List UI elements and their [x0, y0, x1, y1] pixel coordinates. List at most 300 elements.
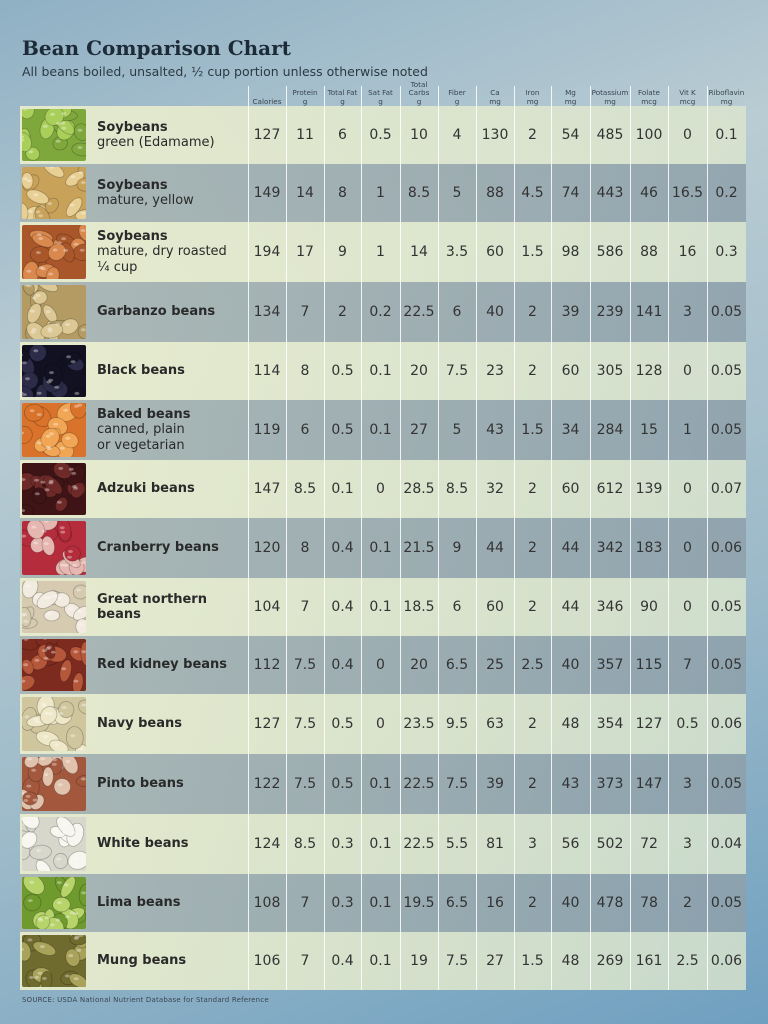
value-cell: 7 — [300, 953, 310, 969]
value-cell: 1.5 — [521, 953, 544, 969]
value-cell: 0.4 — [331, 953, 354, 969]
bean-name-main: Great northern beans — [97, 591, 207, 622]
value-cell: 27 — [410, 422, 428, 438]
value-cell: 0.5 — [331, 363, 354, 379]
value-cell: 502 — [596, 836, 624, 852]
bean-name-detail: mature, dry roasted — [97, 244, 227, 260]
source-note: SOURCE: USDA National Nutrient Database for Standard Reference — [22, 996, 269, 1004]
value-cell: 2 — [528, 304, 537, 320]
value-cell: 269 — [596, 953, 624, 969]
value-cell: 0.05 — [710, 304, 743, 320]
value-cell: 2 — [528, 540, 537, 556]
column-header-label: Calories — [252, 96, 282, 106]
value-cell: 0 — [376, 481, 385, 497]
bean-name — [97, 578, 249, 636]
value-cell: 48 — [561, 716, 580, 732]
value-cell: 3 — [683, 776, 692, 792]
value-cell: 0.5 — [331, 716, 354, 732]
value-cell: 39 — [561, 304, 580, 320]
baked-bean-photo — [22, 403, 86, 457]
value-cell: 0.1 — [369, 540, 392, 556]
bean-row — [20, 518, 746, 578]
column-header — [361, 80, 400, 106]
value-cell: 63 — [486, 716, 504, 732]
value-cell: 443 — [596, 185, 624, 201]
value-cell: 1 — [376, 185, 385, 201]
mung-bean-photo — [22, 935, 86, 987]
value-cell: 128 — [635, 363, 663, 379]
bean-name — [97, 164, 249, 222]
value-cell: 11 — [296, 127, 314, 143]
lima-bean-photo — [22, 877, 86, 929]
value-cell: 0.1 — [369, 836, 392, 852]
value-cell: 0.3 — [715, 244, 738, 260]
value-cell: 108 — [253, 895, 281, 911]
column-header — [400, 80, 438, 106]
value-cell: 2 — [528, 363, 537, 379]
column-header-label: Vit K — [679, 88, 696, 97]
value-cell: 0 — [376, 657, 385, 673]
bean-row — [20, 400, 746, 460]
column-divider — [630, 86, 631, 990]
value-cell: 3 — [528, 836, 537, 852]
bean-name-main: Garbanzo beans — [97, 304, 216, 320]
value-cell: 16.5 — [671, 185, 704, 201]
value-cell: 2.5 — [676, 953, 699, 969]
column-header-unit: g — [302, 96, 308, 106]
column-header-label: Fiber — [448, 88, 466, 97]
bean-name-main: Soybeans — [97, 228, 168, 244]
column-header-unit: mg — [564, 96, 577, 106]
red-kidney-photo — [22, 639, 86, 691]
value-cell: 15 — [640, 422, 658, 438]
value-cell: 43 — [561, 776, 580, 792]
value-cell: 21.5 — [403, 540, 435, 556]
bean-name — [97, 106, 249, 164]
value-cell: 44 — [561, 540, 580, 556]
value-cell: 17 — [296, 244, 314, 260]
value-cell: 2 — [528, 599, 537, 615]
bean-name-main: Adzuki beans — [97, 481, 195, 497]
value-cell: 2 — [528, 716, 537, 732]
bean-name-detail: green (Edamame) — [97, 135, 215, 150]
value-cell: 5.5 — [445, 836, 469, 852]
bean-name — [97, 460, 249, 518]
value-cell: 22.5 — [403, 776, 435, 792]
value-cell: 88 — [486, 185, 504, 201]
bean-name-main: Soybeans — [97, 119, 168, 135]
value-cell: 1 — [683, 422, 692, 438]
value-cell: 0.05 — [710, 363, 743, 379]
column-header — [551, 80, 590, 106]
value-cell: 19 — [410, 953, 428, 969]
column-divider — [286, 86, 287, 990]
value-cell: 0.4 — [331, 599, 354, 615]
value-cell: 2 — [528, 481, 537, 497]
column-header-unit: mcg — [641, 96, 657, 106]
column-header-label: Folate — [638, 88, 660, 97]
value-cell: 0.1 — [369, 776, 392, 792]
black-bean-photo — [22, 345, 86, 397]
value-cell: 0.06 — [710, 540, 743, 556]
value-cell: 0 — [683, 540, 692, 556]
value-cell: 1.5 — [521, 422, 544, 438]
value-cell: 6 — [452, 304, 462, 320]
column-header-unit: mg — [489, 96, 501, 106]
bean-name-detail: canned, plain — [97, 422, 185, 438]
column-header-unit: mcg — [679, 96, 696, 106]
bean-name-detail: ¼ cup — [97, 259, 138, 275]
bean-row — [20, 932, 746, 990]
value-cell: 134 — [253, 304, 281, 320]
column-header-unit: g — [340, 96, 345, 106]
roasted-soybean-photo — [22, 225, 86, 279]
value-cell: 48 — [561, 953, 580, 969]
value-cell: 4.5 — [521, 185, 544, 201]
value-cell: 0 — [683, 481, 692, 497]
column-divider — [514, 86, 515, 990]
bean-name — [97, 222, 249, 282]
value-cell: 0.05 — [710, 657, 743, 673]
value-cell: 7.5 — [293, 776, 317, 792]
value-cell: 7 — [300, 895, 310, 911]
column-header-unit: g — [416, 96, 422, 106]
bean-name-main: Pinto beans — [97, 776, 184, 792]
column-divider — [248, 86, 249, 990]
column-divider — [590, 86, 591, 990]
value-cell: 357 — [596, 657, 624, 673]
column-header-unit: mg — [720, 96, 733, 106]
value-cell: 32 — [486, 481, 504, 497]
value-cell: 141 — [635, 304, 663, 320]
column-divider — [400, 86, 401, 990]
value-cell: 2.5 — [521, 657, 544, 673]
value-cell: 60 — [486, 599, 504, 615]
column-header — [707, 80, 746, 106]
value-cell: 9 — [452, 540, 462, 556]
value-cell: 7.5 — [445, 953, 469, 969]
value-cell: 342 — [596, 540, 624, 556]
value-cell: 612 — [596, 481, 624, 497]
bean-name-detail: or vegetarian — [97, 437, 185, 453]
value-cell: 100 — [635, 127, 663, 143]
value-cell: 0.3 — [331, 895, 354, 911]
bean-name — [97, 636, 249, 694]
value-cell: 20 — [410, 657, 428, 673]
value-cell: 119 — [253, 422, 281, 438]
value-cell: 8 — [338, 185, 347, 201]
column-header-unit: g — [454, 96, 460, 106]
value-cell: 147 — [635, 776, 663, 792]
cranberry-bean-photo — [22, 521, 86, 575]
value-cell: 0.1 — [369, 953, 392, 969]
great-northern-photo — [22, 581, 86, 633]
value-cell: 54 — [561, 127, 580, 143]
bean-row — [20, 636, 746, 694]
bean-row — [20, 814, 746, 874]
value-cell: 40 — [486, 304, 504, 320]
value-cell: 98 — [561, 244, 580, 260]
value-cell: 4 — [452, 127, 462, 143]
value-cell: 127 — [253, 716, 281, 732]
value-cell: 0.04 — [710, 836, 743, 852]
adzuki-photo — [22, 463, 86, 515]
bean-row — [20, 754, 746, 814]
value-cell: 0.05 — [710, 599, 743, 615]
bean-name — [97, 400, 249, 460]
bean-name — [97, 814, 249, 874]
value-cell: 6.5 — [445, 895, 469, 911]
column-header — [514, 80, 551, 106]
bean-row — [20, 578, 746, 636]
column-header-label: Iron — [525, 88, 540, 97]
value-cell: 0.1 — [331, 481, 354, 497]
value-cell: 23 — [486, 363, 504, 379]
column-header — [248, 80, 286, 106]
value-cell: 194 — [253, 244, 281, 260]
value-cell: 7 — [300, 304, 310, 320]
value-cell: 44 — [486, 540, 504, 556]
value-cell: 3 — [683, 836, 692, 852]
value-cell: 2 — [528, 776, 537, 792]
value-cell: 0.1 — [715, 127, 738, 143]
value-cell: 5 — [452, 185, 462, 201]
bean-row — [20, 460, 746, 518]
value-cell: 0.3 — [331, 836, 354, 852]
value-cell: 7.5 — [445, 776, 469, 792]
value-cell: 72 — [640, 836, 658, 852]
value-cell: 43 — [486, 422, 504, 438]
value-cell: 112 — [253, 657, 281, 673]
value-cell: 22.5 — [403, 304, 435, 320]
column-divider — [707, 86, 708, 990]
value-cell: 18.5 — [403, 599, 435, 615]
value-cell: 0.5 — [676, 716, 699, 732]
value-cell: 0.2 — [369, 304, 392, 320]
column-divider — [668, 86, 669, 990]
value-cell: 130 — [481, 127, 509, 143]
value-cell: 2 — [528, 895, 537, 911]
value-cell: 7.5 — [445, 363, 469, 379]
value-cell: 8 — [300, 540, 310, 556]
value-cell: 0.5 — [331, 776, 354, 792]
bean-name — [97, 342, 249, 400]
value-cell: 0 — [683, 599, 692, 615]
value-cell: 8.5 — [293, 481, 317, 497]
green-soybean-photo — [22, 109, 86, 161]
value-cell: 149 — [253, 185, 281, 201]
bean-row — [20, 106, 746, 164]
value-cell: 2 — [338, 304, 347, 320]
value-cell: 478 — [596, 895, 624, 911]
value-cell: 7.5 — [293, 657, 317, 673]
value-cell: 0.05 — [710, 422, 743, 438]
value-cell: 6.5 — [445, 657, 469, 673]
bean-name-main: Red kidney beans — [97, 657, 228, 673]
chart-title: Bean Comparison Chart — [22, 36, 291, 60]
bean-row — [20, 164, 746, 222]
value-cell: 74 — [561, 185, 580, 201]
value-cell: 14 — [410, 244, 428, 260]
column-header-label: Total Fat — [327, 88, 358, 97]
value-cell: 3.5 — [445, 244, 469, 260]
value-cell: 2 — [528, 127, 537, 143]
value-cell: 16 — [486, 895, 504, 911]
value-cell: 122 — [253, 776, 281, 792]
value-cell: 40 — [561, 657, 580, 673]
value-cell: 8.5 — [445, 481, 469, 497]
value-cell: 0.4 — [331, 657, 354, 673]
value-cell: 0 — [683, 127, 692, 143]
value-cell: 27 — [486, 953, 504, 969]
value-cell: 56 — [561, 836, 580, 852]
bean-row — [20, 342, 746, 400]
bean-name — [97, 282, 249, 342]
value-cell: 7.5 — [293, 716, 317, 732]
bean-row — [20, 694, 746, 754]
bean-row — [20, 282, 746, 342]
value-cell: 3 — [683, 304, 692, 320]
value-cell: 0 — [683, 363, 692, 379]
value-cell: 0.06 — [710, 716, 743, 732]
bean-name — [97, 518, 249, 578]
value-cell: 115 — [635, 657, 663, 673]
value-cell: 183 — [635, 540, 663, 556]
value-cell: 161 — [635, 953, 663, 969]
value-cell: 0.5 — [369, 127, 392, 143]
value-cell: 9.5 — [445, 716, 469, 732]
value-cell: 354 — [596, 716, 624, 732]
value-cell: 239 — [596, 304, 624, 320]
column-header-label: Ca — [490, 88, 500, 97]
value-cell: 44 — [561, 599, 580, 615]
bean-row — [20, 222, 746, 282]
column-header-label: Mg — [565, 88, 576, 97]
value-cell: 7 — [683, 657, 692, 673]
column-header-unit: mg — [526, 96, 539, 106]
value-cell: 6 — [300, 422, 310, 438]
column-divider — [324, 86, 325, 990]
bean-name-detail: mature, yellow — [97, 193, 194, 208]
column-header-unit: mg — [604, 96, 616, 106]
value-cell: 16 — [678, 244, 697, 260]
value-cell: 2 — [683, 895, 692, 911]
column-header-label: Potassium — [591, 88, 629, 97]
value-cell: 8.5 — [407, 185, 431, 201]
value-cell: 0.2 — [715, 185, 738, 201]
value-cell: 485 — [596, 127, 624, 143]
value-cell: 8 — [300, 363, 310, 379]
column-header — [590, 80, 630, 106]
value-cell: 60 — [561, 363, 580, 379]
value-cell: 6 — [452, 599, 462, 615]
value-cell: 127 — [635, 716, 663, 732]
value-cell: 0.06 — [710, 953, 743, 969]
value-cell: 0.5 — [331, 422, 354, 438]
value-cell: 106 — [253, 953, 281, 969]
value-cell: 25 — [486, 657, 504, 673]
bean-name-main: Baked beans — [97, 406, 191, 422]
column-header — [286, 80, 324, 106]
value-cell: 0.1 — [369, 422, 392, 438]
value-cell: 20 — [410, 363, 428, 379]
value-cell: 1 — [376, 244, 385, 260]
column-header-label: Riboflavin — [708, 88, 745, 97]
value-cell: 46 — [640, 185, 658, 201]
bean-name-main: Navy beans — [97, 716, 183, 732]
value-cell: 0.07 — [710, 481, 743, 497]
bean-name-main: White beans — [97, 836, 189, 852]
value-cell: 90 — [640, 599, 658, 615]
value-cell: 0.05 — [710, 895, 743, 911]
value-cell: 127 — [253, 127, 281, 143]
column-divider — [551, 86, 552, 990]
value-cell: 81 — [486, 836, 504, 852]
yellow-soybean-photo — [22, 167, 86, 219]
bean-name — [97, 754, 249, 814]
column-divider — [438, 86, 439, 990]
value-cell: 19.5 — [403, 895, 435, 911]
value-cell: 0.05 — [710, 776, 743, 792]
value-cell: 5 — [452, 422, 462, 438]
bean-name-main: Soybeans — [97, 177, 168, 193]
value-cell: 373 — [596, 776, 624, 792]
value-cell: 147 — [253, 481, 281, 497]
value-cell: 22.5 — [403, 836, 435, 852]
column-header — [438, 80, 476, 106]
value-cell: 78 — [640, 895, 658, 911]
column-header-unit: g — [378, 96, 383, 106]
value-cell: 124 — [253, 836, 281, 852]
value-cell: 284 — [596, 422, 624, 438]
column-header — [324, 80, 361, 106]
value-cell: 60 — [561, 481, 580, 497]
value-cell: 6 — [338, 127, 347, 143]
column-divider — [361, 86, 362, 990]
bean-name-main: Mung beans — [97, 953, 187, 969]
column-header-label: Protein — [292, 88, 318, 97]
bean-row — [20, 874, 746, 932]
value-cell: 0.1 — [369, 363, 392, 379]
navy-bean-photo — [22, 697, 86, 751]
value-cell: 88 — [640, 244, 658, 260]
value-cell: 8.5 — [293, 836, 317, 852]
column-header — [668, 80, 707, 106]
column-divider — [476, 86, 477, 990]
value-cell: 0.1 — [369, 599, 392, 615]
value-cell: 28.5 — [403, 481, 435, 497]
value-cell: 0.4 — [331, 540, 354, 556]
garbanzo-photo — [22, 285, 86, 339]
value-cell: 7 — [300, 599, 310, 615]
value-cell: 0.1 — [369, 895, 392, 911]
value-cell: 10 — [410, 127, 428, 143]
column-header-label: Sat Fat — [368, 88, 393, 97]
value-cell: 34 — [561, 422, 580, 438]
pinto-bean-photo — [22, 757, 86, 811]
value-cell: 1.5 — [521, 244, 544, 260]
value-cell: 39 — [486, 776, 504, 792]
bean-name — [97, 932, 249, 990]
chart-subtitle: All beans boiled, unsalted, ½ cup portion unless otherwise noted — [22, 64, 428, 79]
bean-name — [97, 874, 249, 932]
column-header-label: Total Carbs — [408, 79, 430, 97]
value-cell: 40 — [561, 895, 580, 911]
value-cell: 586 — [596, 244, 624, 260]
value-cell: 139 — [635, 481, 663, 497]
value-cell: 14 — [296, 185, 314, 201]
bean-name-main: Black beans — [97, 363, 185, 379]
